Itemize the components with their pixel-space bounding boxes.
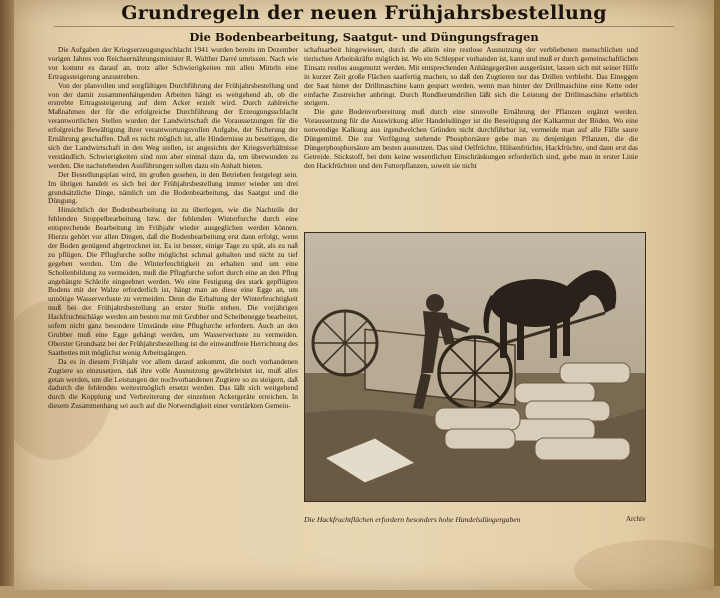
- headline-rule: [54, 26, 674, 27]
- right-column: [304, 46, 638, 222]
- right-paragraph: schaftsarbeit hingewiesen, durch die allein eine restlose Ausnutzung der verbliebenen menschlichen und tierischen Arbeitskräfte möglich ist. Wo ein Schlepper vorhanden ist, kann und muß er durch gemeinschaftlichen Einsatz restlos ausgenutzt werden. Mit entsprechenden Anhängegeräten ausgerüstet, lassen sich mit seiner Hilfe in kurzer Zeit große Flächen saatfertig machen, so daß den Zugtieren nur das Drillen verbleibt. Das Eineggen der Saat hinter der Drillmaschine kann gespart werden, wenn man hinter der Drillmaschine eine Kette oder einfache Zustreicher anbringt. Durch Rundherumdrillen läßt sich die Leistung der Drillmaschine erheblich steigern.: [304, 45, 638, 108]
- paper-stain: [574, 540, 714, 590]
- newspaper-page: [14, 0, 714, 590]
- left-paragraph: Die Aufgaben der Kriegserzeugungsschlacht 1941 wurden bereits im Dezember vorigen Jahres von Reichsernährungsminister R. Walther Darré umrissen. Nach wie vor kommt es darauf an, trotz aller Schwierigkeiten mit allen Mitteln eine Ertragssteigerung anzustreben.: [48, 45, 298, 81]
- left-paragraph: Da es in diesem Frühjahr vor allem darauf ankommt, die noch vorhandenen Zugtiere so einzusetzen, daß ihre volle Ausnutzung gewährleistet ist, muß alles getan werden, um die Leistungen der nochvorhandenen Zugtiere so zu steigern, daß dadurch die fehlenden weitestmöglich ersetzt werden. Das läßt sich weitgehend durch die Kopplung und Verbreiterung der einzelnen Ackergeräte erreichen. In diesem Zusammenhang sei auch auf die Notwendigkeit einer verstärkten Gemein-: [48, 356, 298, 411]
- left-column: [48, 46, 298, 536]
- left-paragraph: Von der planvollen und sorgfältigen Durchführung der Frühjahrsbestellung und von der damit zusammenhängenden Arbeiten hängt es weitgehend ab, ob die erstrebte Ertragssteigerung auf dem Acker erzielt wird. Durch zahlreiche Maßnahmen der für die erfolgreiche Durchführung der Erzeugungsschlacht verantwortlichen Stellen wurden der Landwirtschaft die Voraussetzungen für die erfolgreiche Bewältigung ihrer verantwortungsvollen Aufgabe, der Sicherung der Ernährung geschaffen. Daß es nicht möglich ist, alle Hindernisse zu beseitigen, die sich der Landwirtschaft in den Weg stellen, ist angesichts der Kriegsverhältnisse verständlich. Schwierigkeiten sind nun aber einmal dazu da, um überwunden zu werden. Die nachstehenden Ausführungen sollen dazu ein Anhalt bieten.: [48, 80, 298, 170]
- photo-credit: Archiv: [626, 515, 646, 523]
- subheadline: Die Bodenbearbeitung, Saatgut- und Düngungsfragen: [189, 30, 539, 44]
- photo-illustration: [305, 233, 645, 501]
- paper-left-edge: [0, 0, 14, 598]
- archive-photo: [304, 232, 646, 502]
- left-paragraph: Hinsichtlich der Bodenbearbeitung ist zu überlegen, wie die Nachteile der fehlenden Stoppelbearbeitung bzw. der fehlenden Winterfurche durch eine entsprechende Bearbeitung im Frühjahr wieder ausgeglichen werden können. Hierzu gehört vor allen Dingen, daß die Bodenbearbeitung erst dann erfolgt, wenn der Boden genügend abgetrocknet ist. Es ist besser, einige Tage zu spät, als zu naß zu pflügen. Die Pflugfurche sollte möglichst schmal gehalten und nicht zu tief gegeben werden. Um die Winterfeuchtigkeit zu erhalten und um eine Schollenbildung zu vermeiden, muß die Pflugfurche sofort durch eine an den Pflug angehängte Schleife eingeebnet werden. Wo eine Festigung des stark gepflügten Bodens mit der Walze erforderlich ist, hängt man an diese eine Egge an, um unnötige Wasserverluste zu vermeiden. Denn die Erhaltung der Winterfeuchtigkeit muß bei der Frühjahrsbestellung an erster Stelle stehen. Die vorjährigen Hackfruchtschläge werden am besten nur mit Grubber und Scheibenegge bearbeitet, sofern nicht ganz besondere Umstände eine Pflugfurche erfordern. Auch an den Grubber muß eine Egge gehängt werden, um Wasserverluste zu vermeiden. Oberster Grundsatz bei der Frühjahrsbestellung ist die einwandfreie Herrichtung des Saatbettes mit möglichst wenig Arbeitsgängen.: [48, 205, 298, 357]
- left-paragraph: Der Bestellungsplan wird, im großen gesehen, in den Betrieben festgelegt sein. Im übrigen handelt es sich bei der Frühjahrsbestellung immer wieder um drei grundsätzliche Dinge, nämlich um die Bodenbearbeitung, das Saatgut und die Düngung.: [48, 169, 298, 206]
- photo-caption: Die Hackfruchtflächen erfordern besonders hohe Handelsdüngergaben: [304, 515, 521, 524]
- headline: Grundregeln der neuen Frühjahrsbestellung: [121, 2, 607, 24]
- right-paragraph: Die gute Bodenvorbereitung muß durch eine sinnvolle Ernährung der Pflanzen ergänzt werden. Voraussetzung für die Auswirkung aller Handelsdünger ist die Beseitigung der Kalkarmut der Böden. Wo eine notwendige Kalkung aus irgendwelchen Gründen nicht durchführbar ist, vermeide man auf alle Fälle saure Düngemittel. Die zur Verfügung stehende Phosphorsäure gebe man zu denjenigen Pflanzen, die die Düngerphosphorsäure am besten ausnutzen. Das sind Oelfrüchte, Hülsenfrüchte, Hackfrüchte, und dann erst das Getreide. Stickstoff, bei dem keine wesentlichen Einschränkungen erforderlich sind, gebe man in erster Linie den Hackfrüchten und den Futterpflanzen, soweit sie nicht: [304, 107, 638, 170]
